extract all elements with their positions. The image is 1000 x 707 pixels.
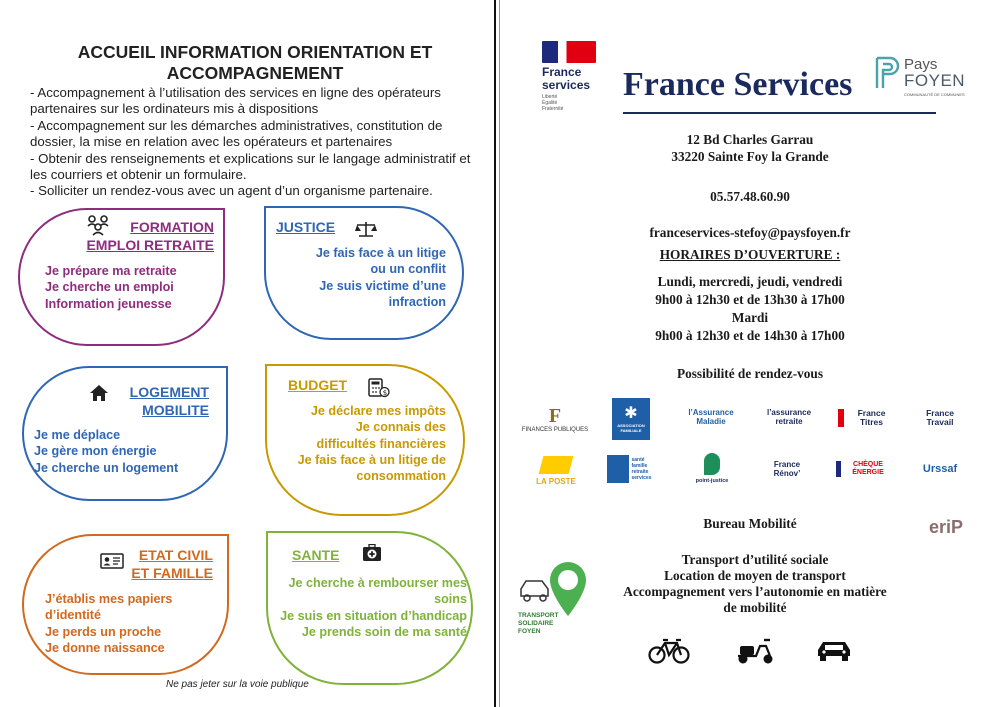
footer-note: Ne pas jeter sur la voie publique bbox=[166, 679, 309, 690]
list-item: Je fais face à un litige bbox=[315, 246, 446, 260]
list-item: Je suis en situation d’handicap bbox=[280, 608, 467, 623]
list-item: Je cherche à rembourser mes bbox=[288, 576, 467, 590]
list-item: J’établis mes papiers bbox=[45, 592, 173, 606]
address-line: 33220 Sainte Foy la Grande bbox=[671, 149, 829, 164]
sante-heading: SANTE bbox=[292, 547, 340, 563]
intro-list bbox=[30, 85, 485, 200]
partner-logo-assurance-maladie: l’Assurance Maladie bbox=[688, 408, 734, 426]
partner-logo-assurance-retraite: l’assurance retraite bbox=[766, 408, 812, 426]
hours-line: 9h00 à 12h30 et de 13h30 à 17h00 bbox=[655, 292, 845, 307]
list-item: Je suis victime d’une bbox=[319, 278, 446, 293]
list-item: infraction bbox=[388, 294, 446, 309]
mobility-line: Accompagnement vers l’autonomie en matière bbox=[623, 584, 887, 599]
scales-icon bbox=[355, 220, 377, 238]
email-address: franceservices-stefoy@paysfoyen.fr bbox=[649, 225, 851, 240]
budget-lines bbox=[282, 403, 446, 484]
page-title: ACCUEIL INFORMATION ORIENTATION ET ACCOMPAGNEMENT bbox=[77, 42, 433, 83]
formation-lines bbox=[45, 263, 177, 312]
hours-line: Lundi, mercredi, jeudi, vendredi bbox=[657, 274, 843, 289]
house-icon bbox=[89, 384, 109, 402]
partner-logo-msa: santé famille retraite services bbox=[605, 452, 663, 486]
pays-foyen-mark-icon bbox=[874, 56, 900, 90]
partner-logo-point-justice: point-justice bbox=[688, 448, 736, 490]
medical-kit-icon bbox=[362, 544, 382, 562]
logement-lines bbox=[34, 427, 178, 476]
rdv-note: Possibilité de rendez-vous bbox=[676, 366, 824, 381]
car-outline-icon bbox=[518, 576, 552, 604]
list-item: Je me déplace bbox=[34, 428, 121, 442]
partner-logo-france-titres: France Titres bbox=[838, 406, 896, 430]
etatcivil-heading: ETAT CIVIL ET FAMILLE bbox=[131, 547, 213, 581]
fold-line-secondary bbox=[499, 0, 500, 707]
intro-item: - Accompagnement sur les démarches administratives, constitution de dossier, la mise en relation avec les opérateurs et partenaires bbox=[30, 117, 443, 150]
car-icon bbox=[816, 638, 852, 664]
partner-logo-association-familiale: ✱ ASSOCIATION FAMILIALE bbox=[612, 398, 650, 440]
list-item: Je déclare mes impôts bbox=[310, 404, 446, 418]
justice-lines bbox=[300, 245, 446, 310]
intro-item: - Accompagnement à l’utilisation des services en ligne des opérateurs partenaires sur les ordinateurs mis à dispositions bbox=[30, 85, 441, 117]
partner-logo-la-poste: LA POSTE bbox=[528, 450, 584, 492]
bicycle-icon bbox=[648, 637, 690, 665]
address-line: 12 Bd Charles Garrau bbox=[686, 132, 814, 147]
brand-title: France Services bbox=[623, 66, 853, 103]
partner-logo-france-travail: France Travail bbox=[926, 408, 954, 427]
france-services-logo: France services Liberté Égalité Fraternité bbox=[542, 41, 598, 112]
phone-number: 05.57.48.60.90 bbox=[710, 189, 790, 204]
id-card-icon bbox=[100, 553, 124, 569]
sante-lines bbox=[268, 575, 467, 640]
formation-heading: FORMATION EMPLOI RETRAITE bbox=[86, 219, 214, 253]
erip-logo: eriP bbox=[928, 517, 964, 537]
svg-text:$: $ bbox=[382, 389, 388, 397]
justice-heading: JUSTICE bbox=[276, 219, 336, 235]
list-item: d’identité bbox=[45, 608, 101, 623]
transport-solidaire-logo: TRANSPORT SOLIDAIRE FOYEN bbox=[518, 560, 590, 638]
budget-heading: BUDGET bbox=[288, 377, 348, 393]
list-item: Je cherche un emploi bbox=[45, 280, 174, 295]
list-item: soins bbox=[434, 592, 467, 607]
intro-item: - Solliciter un rendez-vous avec un agent d’un organisme partenaire. bbox=[30, 183, 433, 199]
partner-logo-france-renov: France Rénov’ bbox=[773, 460, 801, 478]
list-item: Je perds un proche bbox=[45, 624, 162, 639]
list-item: Je connais des bbox=[355, 420, 446, 435]
fold-line bbox=[494, 0, 496, 707]
bureau-mobilite-title: Bureau Mobilité bbox=[703, 516, 797, 531]
intro-item: - Obtenir des renseignements et explications sur le langage administratif et les courriers et obtenir un formulaire. bbox=[30, 150, 471, 183]
map-pin-icon bbox=[548, 560, 588, 618]
list-item: difficultés financières bbox=[316, 436, 446, 451]
list-item: Je cherche un logement bbox=[34, 460, 179, 475]
logement-heading: LOGEMENT MOBILITE bbox=[129, 384, 209, 418]
list-item: Je prends soin de ma santé bbox=[301, 624, 467, 639]
partner-logo-urssaf: Urssaf bbox=[922, 463, 958, 475]
hours-title: HORAIRES D’OUVERTURE : bbox=[659, 247, 841, 262]
mobility-line: Location de moyen de transport bbox=[664, 568, 846, 583]
mobility-line: Transport d’utilité sociale bbox=[681, 552, 829, 567]
list-item: Je fais face à un litige de bbox=[297, 452, 446, 467]
brand-underline bbox=[623, 112, 936, 114]
etatcivil-lines bbox=[45, 591, 172, 656]
list-item: Information jeunesse bbox=[45, 296, 172, 311]
mobility-line: de mobilité bbox=[723, 600, 787, 615]
list-item: Je prépare ma retraite bbox=[45, 264, 177, 278]
list-item: ou un conflit bbox=[370, 262, 446, 277]
hours-line: 9h00 à 12h30 et de 14h30 à 17h00 bbox=[655, 328, 845, 343]
list-item: Je donne naissance bbox=[45, 640, 165, 655]
scooter-icon bbox=[734, 636, 776, 666]
partner-logo-cheque-energie: CHÈQUE ÉNERGIE bbox=[836, 454, 892, 484]
hours-line: Mardi bbox=[731, 310, 769, 325]
marianne-flag-icon bbox=[542, 41, 596, 63]
partner-logo-finances-publiques: F FINANCES PUBLIQUES bbox=[521, 405, 589, 433]
list-item: Je gère mon énergie bbox=[34, 444, 157, 459]
calculator-icon bbox=[368, 378, 390, 398]
list-item: consommation bbox=[356, 469, 446, 484]
pays-foyen-logo: Pays FOYEN COMMUNAUTÉ DE COMMUNES bbox=[874, 56, 964, 100]
